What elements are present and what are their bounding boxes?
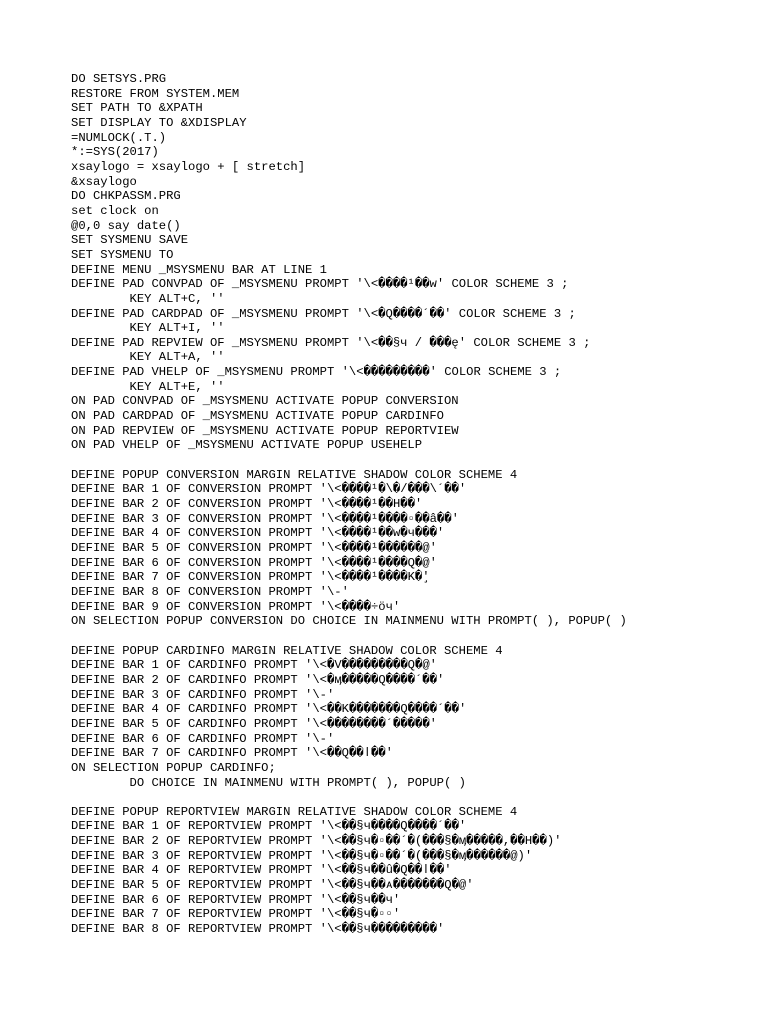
code-line: DEFINE BAR 3 OF REPORTVIEW PROMPT '\<��§ч�▫��´�(���§�ӎ������@)' [71, 848, 533, 863]
code-line: DO SETSYS.PRG [71, 72, 167, 86]
code-line: DEFINE PAD CARDPAD OF _MSYSMENU PROMPT '\<�Q����´��' COLOR SCHEME 3 ; [71, 306, 576, 321]
code-line: KEY ALT+E, '' [71, 379, 225, 394]
code-line: set clock on [71, 203, 159, 218]
code-line: DEFINE BAR 2 OF CARDINFO PROMPT '\<�ӎ�����Q����´��' [71, 672, 445, 687]
code-line: DEFINE BAR 5 OF CONVERSION PROMPT '\<����¹������@' [71, 541, 437, 555]
code-line [71, 453, 751, 468]
code-line: DEFINE BAR 1 OF CONVERSION PROMPT '\<����¹�\�/���\´��' [71, 482, 467, 497]
code-line: @0,0 say date() [71, 218, 181, 233]
code-line: ON SELECTION POPUP CARDINFO; [71, 760, 276, 775]
code-line: SET SYSMENU TO [71, 247, 174, 262]
code-line: DEFINE BAR 4 OF REPORTVIEW PROMPT '\<��§ч��û�Q��ǀ��' [71, 863, 452, 878]
code-line: KEY ALT+A, '' [71, 350, 225, 365]
code-line: SET PATH TO &XPATH [71, 101, 203, 116]
code-line: DEFINE BAR 2 OF REPORTVIEW PROMPT '\<��§ч�▫��´�(���§�ӎ�����,��H��)' [71, 834, 562, 849]
code-line: DEFINE BAR 6 OF CARDINFO PROMPT '\-' [71, 731, 335, 746]
code-line: KEY ALT+I, '' [71, 321, 225, 336]
code-line: &xsaylogo [71, 174, 137, 189]
code-line: ON PAD CARDPAD OF _MSYSMENU ACTIVATE POPUP CARDINFO [71, 409, 444, 424]
code-line: DEFINE MENU _MSYSMENU BAR AT LINE 1 [71, 262, 327, 277]
code-line: DEFINE BAR 1 OF CARDINFO PROMPT '\<�V���������Q�@' [71, 658, 437, 673]
code-line: SET DISPLAY TO &XDISPLAY [71, 115, 247, 130]
code-line: DEFINE PAD REPVIEW OF _MSYSMENU PROMPT '\<��§ч / ���ę' COLOR SCHEME 3 ; [71, 335, 591, 350]
code-listing [71, 72, 751, 937]
code-line: DEFINE POPUP REPORTVIEW MARGIN RELATIVE SHADOW COLOR SCHEME 4 [71, 804, 518, 819]
code-line: DEFINE BAR 8 OF REPORTVIEW PROMPT '\<��§ч���������' [71, 922, 445, 937]
code-line: DEFINE BAR 4 OF CARDINFO PROMPT '\<��K�������Q����´��' [71, 702, 467, 717]
code-line: DEFINE BAR 6 OF REPORTVIEW PROMPT '\<��§ч��ч' [71, 892, 401, 907]
code-line: DEFINE BAR 6 OF CONVERSION PROMPT '\<����¹����Q�@' [71, 555, 437, 570]
code-line: DEFINE BAR 7 OF CONVERSION PROMPT '\<����¹����K�̧' [71, 570, 430, 585]
code-line: RESTORE FROM SYSTEM.MEM [71, 86, 240, 101]
code-line: =NUMLOCK(.T.) [71, 130, 167, 145]
code-line: DEFINE BAR 4 OF CONVERSION PROMPT '\<����¹��w�ч���' [71, 526, 445, 541]
code-line: DEFINE BAR 8 OF CONVERSION PROMPT '\-' [71, 584, 349, 599]
code-line [71, 790, 751, 805]
code-line: ON PAD CONVPAD OF _MSYSMENU ACTIVATE POPUP CONVERSION [71, 394, 459, 409]
code-line: DEFINE BAR 3 OF CARDINFO PROMPT '\-' [71, 687, 335, 702]
code-line: ON PAD VHELP OF _MSYSMENU ACTIVATE POPUP USEHELP [71, 438, 423, 453]
code-line: DEFINE POPUP CARDINFO MARGIN RELATIVE SHADOW COLOR SCHEME 4 [71, 643, 503, 658]
code-line: DEFINE BAR 7 OF REPORTVIEW PROMPT '\<��§ч�▫▫' [71, 907, 401, 922]
code-line: DEFINE POPUP CONVERSION MARGIN RELATIVE SHADOW COLOR SCHEME 4 [71, 467, 518, 482]
code-line: DO CHKPASSM.PRG [71, 189, 181, 204]
code-line: DEFINE BAR 9 OF CONVERSION PROMPT '\<����÷öч' [71, 599, 401, 614]
code-line: ON SELECTION POPUP CONVERSION DO CHOICE IN MAINMENU WITH PROMPT( ), POPUP( ) [71, 614, 627, 629]
code-line: DEFINE BAR 2 OF CONVERSION PROMPT '\<����¹��H��' [71, 497, 423, 512]
code-line: DEFINE PAD CONVPAD OF _MSYSMENU PROMPT '\<����¹��w' COLOR SCHEME 3 ; [71, 277, 569, 292]
code-line: DEFINE PAD VHELP OF _MSYSMENU PROMPT '\<���������' COLOR SCHEME 3 ; [71, 365, 562, 380]
code-line: ON PAD REPVIEW OF _MSYSMENU ACTIVATE POPUP REPORTVIEW [71, 423, 459, 438]
code-line: DEFINE BAR 5 OF REPORTVIEW PROMPT '\<��§ч��ᴀ�������Q�@' [71, 878, 474, 893]
code-line: DEFINE BAR 7 OF CARDINFO PROMPT '\<��Q��ǀ��' [71, 746, 393, 761]
code-line: DEFINE BAR 1 OF REPORTVIEW PROMPT '\<��§ч����Q����´��' [71, 819, 467, 834]
code-line: DEFINE BAR 3 OF CONVERSION PROMPT '\<����¹����▫��â��' [71, 511, 459, 526]
code-line: DO CHOICE IN MAINMENU WITH PROMPT( ), POPUP( ) [71, 775, 466, 790]
code-line: xsaylogo = xsaylogo + [ stretch] [71, 159, 306, 174]
code-line: SET SYSMENU SAVE [71, 233, 189, 248]
code-line: *:=SYS(2017) [71, 145, 159, 160]
code-line: KEY ALT+C, '' [71, 291, 225, 306]
code-line [71, 629, 751, 644]
code-line: DEFINE BAR 5 OF CARDINFO PROMPT '\<��������´�����' [71, 716, 437, 731]
